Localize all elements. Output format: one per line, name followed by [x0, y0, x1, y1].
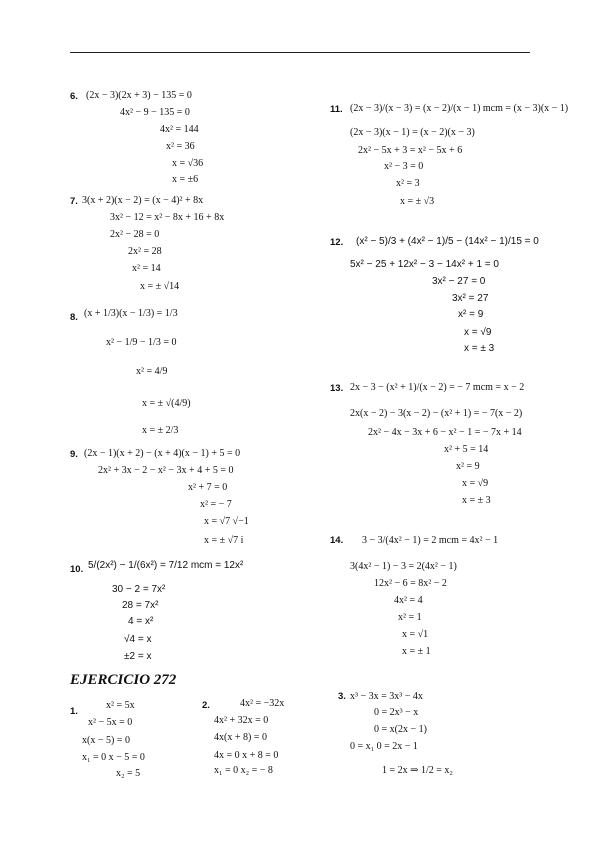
- problem-14-line-7: x = ± 1: [402, 646, 431, 657]
- problem-8-line-2: x² − 1/9 − 1/3 = 0: [106, 337, 177, 348]
- problem-13-line-2: 2x(x − 2) − 3(x − 2) − (x² + 1) = − 7(x − 2): [350, 408, 523, 419]
- problem-13-line-7: x = ± 3: [462, 495, 491, 506]
- problem-14-number: 14.: [330, 535, 344, 546]
- problem-11-line-4: x² − 3 = 0: [384, 161, 424, 172]
- ex272-3-line-4: 0 = x₁ 0 = 2x − 1: [350, 741, 418, 752]
- ex272-3-number: 3.: [338, 691, 346, 702]
- problem-13-number: 13.: [330, 383, 344, 394]
- problem-7-line-1: 3(x + 2)(x − 2) = (x − 4)² + 8x: [82, 195, 204, 206]
- problem-9-line-4: x² = − 7: [200, 499, 232, 510]
- problem-8-line-4: x = ± √(4/9): [142, 398, 191, 409]
- problem-9-line-6: x = ± √7 i: [204, 535, 244, 546]
- problem-8-line-5: x = ± 2/3: [142, 425, 179, 436]
- problem-8-line-3: x² = 4/9: [136, 366, 168, 377]
- ex272-1-line-4: x₁ = 0 x − 5 = 0: [82, 752, 145, 763]
- exercise-heading: EJERCICIO 272: [70, 672, 177, 688]
- problem-14-line-2: 3(4x² − 1) − 3 = 2(4x² − 1): [350, 561, 457, 572]
- problem-10-line-6: ±2 = x: [124, 651, 152, 662]
- problem-12-line-3: 3x² − 27 = 0: [432, 276, 486, 287]
- problem-9-line-1: (2x − 1)(x + 2) − (x + 4)(x − 1) + 5 = 0: [84, 448, 241, 459]
- problem-13-line-3: 2x² − 4x − 3x + 6 − x² − 1 = − 7x + 14: [368, 427, 522, 438]
- problem-9-line-5: x = √7 √−1: [204, 516, 249, 527]
- problem-10-line-4: 4 = x²: [128, 616, 154, 627]
- problem-11-line-1: (2x − 3)/(x − 3) = (x − 2)/(x − 1) mcm = (x − 3)(x − 1): [350, 103, 569, 114]
- problem-14-line-3: 12x² − 6 = 8x² − 2: [374, 578, 447, 589]
- problem-6-number: 6.: [70, 91, 78, 102]
- problem-7-line-3: 2x² − 28 = 0: [110, 229, 160, 240]
- problem-11-line-3: 2x² − 5x + 3 = x² − 5x + 6: [358, 145, 463, 156]
- ex272-2-line-2: 4x² + 32x = 0: [214, 715, 269, 726]
- problem-11-line-5: x² = 3: [396, 178, 420, 189]
- problem-7-line-5: x² = 14: [132, 263, 161, 274]
- problem-9-line-3: x² + 7 = 0: [188, 482, 228, 493]
- ex272-3-line-1: x³ − 3x = 3x³ − 4x: [350, 691, 423, 702]
- problem-7-number: 7.: [70, 196, 78, 207]
- ex272-1-line-1: x² = 5x: [106, 700, 135, 711]
- problem-13-line-4: x² + 5 = 14: [444, 444, 489, 455]
- problem-9-line-2: 2x² + 3x − 2 − x² − 3x + 4 + 5 = 0: [98, 465, 234, 476]
- problem-10-line-5: √4 = x: [124, 634, 152, 645]
- problem-6-line-6: x = ±6: [172, 174, 199, 185]
- problem-7-line-2: 3x² − 12 = x² − 8x + 16 + 8x: [110, 212, 225, 223]
- problem-12-number: 12.: [330, 237, 344, 248]
- ex272-3-line-2: 0 = 2x³ − x: [374, 707, 419, 718]
- problem-8-number: 8.: [70, 312, 78, 323]
- ex272-2-line-4: 4x = 0 x + 8 = 0: [214, 750, 279, 761]
- problem-12-line-6: x = √9: [464, 327, 492, 338]
- problem-9-number: 9.: [70, 449, 78, 460]
- problem-13-line-5: x² = 9: [456, 461, 480, 472]
- ex272-2-line-5: x₁ = 0 x₂ = − 8: [214, 765, 273, 776]
- problem-7-line-6: x = ± √14: [140, 281, 180, 292]
- ex272-1-number: 1.: [70, 706, 78, 717]
- problem-13-line-6: x = √9: [462, 478, 489, 489]
- problem-11-line-2: (2x − 3)(x − 1) = (x − 2)(x − 3): [350, 127, 475, 138]
- ex272-3-line-5: 1 = 2x ⇒ 1/2 = x₂: [382, 765, 453, 776]
- ex272-2-line-1: 4x² = −32x: [240, 698, 285, 709]
- ex272-2-line-3: 4x(x + 8) = 0: [214, 732, 267, 743]
- problem-10-line-2: 30 − 2 = 7x²: [112, 584, 166, 595]
- problem-8-line-1: (x + 1/3)(x − 1/3) = 1/3: [84, 308, 178, 319]
- problem-12-line-2: 5x² − 25 + 12x² − 3 − 14x² + 1 = 0: [350, 259, 499, 270]
- ex272-1-line-2: x² − 5x = 0: [88, 717, 133, 728]
- problem-6-line-3: 4x² = 144: [160, 124, 199, 135]
- problem-12-line-4: 3x² = 27: [452, 293, 489, 304]
- problem-12-line-7: x = ± 3: [464, 343, 495, 354]
- problem-10-line-3: 28 = 7x²: [122, 600, 159, 611]
- header-rule: [70, 52, 530, 53]
- problem-11-number: 11.: [330, 104, 343, 115]
- problem-14-line-1: 3 − 3/(4x² − 1) = 2 mcm = 4x² − 1: [362, 535, 499, 546]
- problem-11-line-6: x = ± √3: [400, 196, 435, 207]
- problem-12-line-1: (x² − 5)/3 + (4x² − 1)/5 − (14x² − 1)/15 = 0: [356, 236, 539, 247]
- problem-13-line-1: 2x − 3 − (x² + 1)/(x − 2) = − 7 mcm = x − 2: [350, 382, 525, 393]
- problem-6-line-1: (2x − 3)(2x + 3) − 135 = 0: [86, 90, 192, 101]
- problem-14-line-4: 4x² = 4: [394, 595, 423, 606]
- ex272-3-line-3: 0 = x(2x − 1): [374, 724, 427, 735]
- ex272-2-number: 2.: [202, 700, 210, 711]
- problem-6-line-5: x = √36: [172, 158, 204, 169]
- problem-14-line-6: x = √1: [402, 629, 429, 640]
- problem-14-line-5: x² = 1: [398, 612, 422, 623]
- problem-10-number: 10.: [70, 564, 84, 575]
- problem-12-line-5: x² = 9: [458, 309, 484, 320]
- problem-7-line-4: 2x² = 28: [128, 246, 162, 257]
- problem-6-line-2: 4x² − 9 − 135 = 0: [120, 107, 190, 118]
- ex272-1-line-3: x(x − 5) = 0: [82, 735, 130, 746]
- problem-6-line-4: x² = 36: [166, 141, 195, 152]
- problem-10-line-1: 5/(2x²) − 1/(6x²) = 7/12 mcm = 12x²: [88, 560, 244, 571]
- ex272-1-line-5: x₂ = 5: [116, 768, 141, 779]
